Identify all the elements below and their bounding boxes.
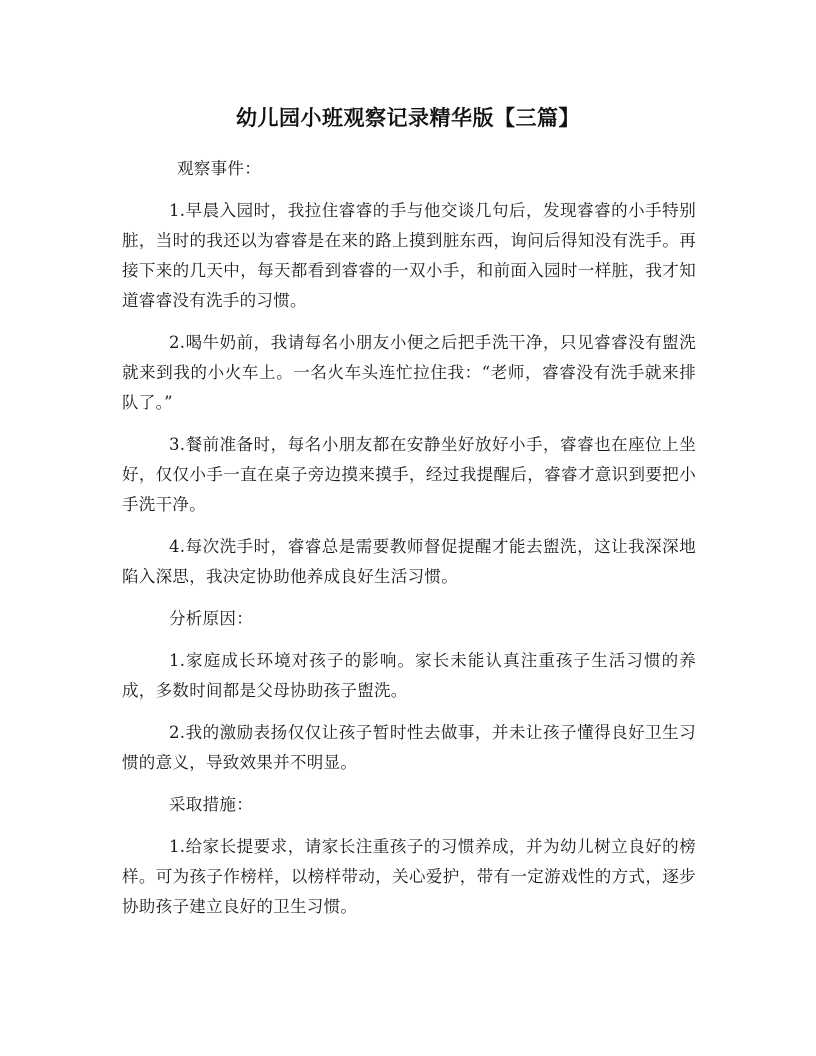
section-heading-observation: 观察事件： xyxy=(177,159,261,178)
observation-paragraph-4: 4.每次洗手时，睿睿总是需要教师督促提醒才能去盥洗，这让我深深地陷入深思，我决定协助他养成良好生活习惯。 xyxy=(122,537,696,586)
measures-paragraph-1: 1.给家长提要求，请家长注重孩子的习惯养成，并为幼儿树立良好的榜样。可为孩子作榜样，以榜样带动，关心爱护，带有一定游戏性的方式，逐步协助孩子建立良好的卫生习惯。 xyxy=(122,837,696,916)
analysis-paragraph-1: 1.家庭成长环境对孩子的影响。家长未能认真注重孩子生活习惯的养成，多数时间都是父母协助孩子盥洗。 xyxy=(122,651,696,700)
document-body xyxy=(122,154,696,934)
analysis-paragraph-2: 2.我的激励表扬仅仅让孩子暂时性去做事，并未让孩子懂得良好卫生习惯的意义，导致效果并不明显。 xyxy=(122,723,696,772)
observation-paragraph-1: 1.早晨入园时，我拉住睿睿的手与他交谈几句后，发现睿睿的小手特别脏，当时的我还以为睿睿是在来的路上摸到脏东西，询问后得知没有洗手。再接下来的几天中，每天都看到睿睿的一双小手，和前面入园时一样脏，我才知道睿睿没有洗手的习惯。 xyxy=(122,201,696,310)
observation-paragraph-2: 2.喝牛奶前，我请每名小朋友小便之后把手洗干净，只见睿睿没有盥洗就来到我的小火车上。一名火车头连忙拉住我：“老师，睿睿没有洗手就来排队了。” xyxy=(122,333,696,412)
document-title: 幼儿园小班观察记录精华版【三篇】 xyxy=(236,106,580,130)
section-heading-analysis: 分析原因： xyxy=(169,609,253,628)
observation-paragraph-3: 3.餐前准备时，每名小朋友都在安静坐好放好小手，睿睿也在座位上坐好，仅仅小手一直在桌子旁边摸来摸手，经过我提醒后，睿睿才意识到要把小手洗干净。 xyxy=(122,435,696,514)
section-heading-measures: 采取措施： xyxy=(169,795,253,814)
